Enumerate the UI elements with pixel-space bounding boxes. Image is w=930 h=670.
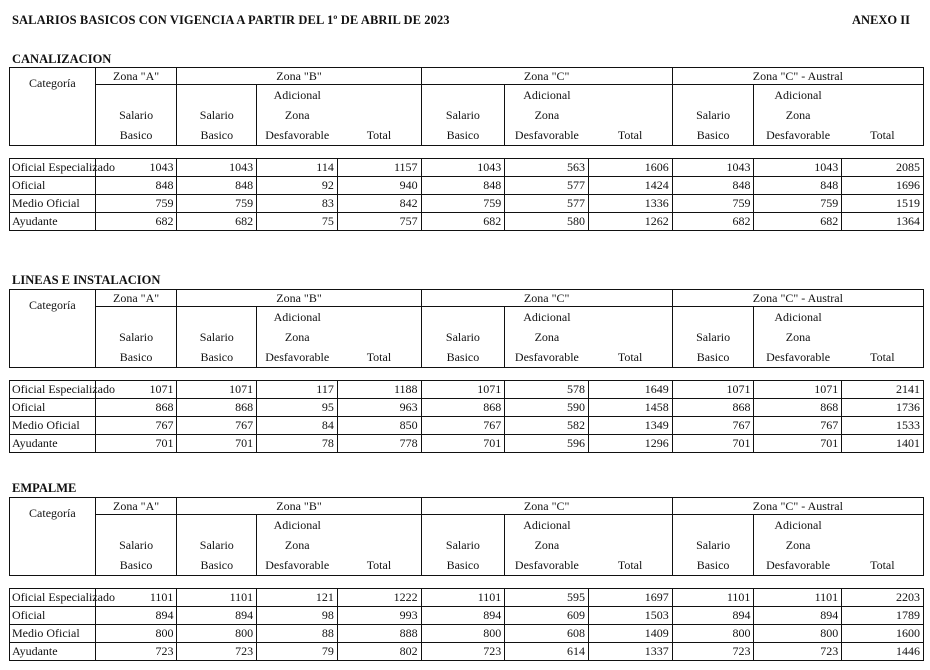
category-header: Categoría	[10, 68, 96, 106]
value-cell: 2141	[842, 381, 924, 399]
value-cell: 848	[672, 177, 754, 195]
adicional-zona-header: Zona	[754, 105, 842, 125]
adicional-zona-header: Adicional	[754, 85, 842, 106]
category-header-blank	[10, 125, 96, 146]
value-cell: 1696	[842, 177, 924, 195]
salario-basico-header: Salario	[672, 105, 754, 125]
value-cell: 701	[672, 435, 754, 453]
value-cell: 868	[177, 399, 257, 417]
value-cell: 868	[421, 399, 505, 417]
subheader-row	[10, 515, 924, 536]
category-header-blank	[10, 327, 96, 347]
total-header	[337, 105, 421, 125]
table-row	[10, 177, 924, 195]
total-header	[337, 327, 421, 347]
salario-basico-header: Basico	[95, 555, 177, 576]
value-cell: 778	[337, 435, 421, 453]
zone-c-header: Zona "C"	[421, 290, 672, 307]
value-cell: 1606	[589, 159, 673, 177]
value-cell: 117	[257, 381, 338, 399]
salario-basico-header	[672, 307, 754, 328]
adicional-zona-header: Desfavorable	[754, 555, 842, 576]
value-cell: 614	[505, 643, 589, 661]
value-cell: 563	[505, 159, 589, 177]
value-cell: 848	[177, 177, 257, 195]
value-cell: 1349	[589, 417, 673, 435]
value-cell: 1043	[754, 159, 842, 177]
salario-basico-header: Salario	[672, 535, 754, 555]
subheader-row	[10, 85, 924, 106]
salario-basico-header: Basico	[177, 125, 257, 146]
total-header: Total	[842, 347, 924, 368]
total-header	[589, 105, 673, 125]
value-cell: 578	[505, 381, 589, 399]
value-cell: 1296	[589, 435, 673, 453]
zone-c-header: Zona "C"	[421, 498, 672, 515]
salario-basico-header: Salario	[95, 105, 177, 125]
total-header	[842, 85, 924, 106]
total-header	[842, 105, 924, 125]
value-cell: 800	[754, 625, 842, 643]
value-cell: 1697	[589, 589, 673, 607]
value-cell: 868	[754, 399, 842, 417]
salario-basico-header: Salario	[95, 327, 177, 347]
table-row	[10, 417, 924, 435]
salario-basico-header	[177, 85, 257, 106]
value-cell: 759	[672, 195, 754, 213]
zone-a-header: Zona "A"	[95, 68, 177, 85]
adicional-zona-header: Desfavorable	[754, 125, 842, 146]
adicional-zona-header: Desfavorable	[505, 555, 589, 576]
salario-basico-header: Basico	[421, 347, 505, 368]
value-cell: 609	[505, 607, 589, 625]
section-title: EMPALME	[12, 481, 77, 495]
category-name: Oficial Especializado	[10, 159, 96, 177]
value-cell: 78	[257, 435, 338, 453]
category-header-blank	[10, 555, 96, 576]
salario-basico-header	[672, 515, 754, 536]
salario-basico-header: Salario	[672, 327, 754, 347]
total-header: Total	[842, 125, 924, 146]
adicional-zona-header: Desfavorable	[754, 347, 842, 368]
adicional-zona-header: Zona	[257, 535, 338, 555]
salario-basico-header	[95, 515, 177, 536]
subheader-row	[10, 105, 924, 125]
total-header	[842, 535, 924, 555]
value-cell: 83	[257, 195, 338, 213]
total-header: Total	[337, 555, 421, 576]
adicional-zona-header: Desfavorable	[257, 125, 338, 146]
value-cell: 1336	[589, 195, 673, 213]
adicional-zona-header: Adicional	[257, 515, 338, 536]
total-header	[842, 307, 924, 328]
salario-basico-header: Basico	[421, 555, 505, 576]
value-cell: 894	[754, 607, 842, 625]
value-cell: 1409	[589, 625, 673, 643]
value-cell: 595	[505, 589, 589, 607]
salario-basico-header	[177, 307, 257, 328]
value-cell: 92	[257, 177, 338, 195]
value-cell: 1071	[95, 381, 177, 399]
subheader-row	[10, 125, 924, 146]
value-cell: 1043	[421, 159, 505, 177]
adicional-zona-header: Adicional	[257, 85, 338, 106]
category-name: Medio Oficial	[10, 195, 96, 213]
subheader-row	[10, 327, 924, 347]
value-cell: 1458	[589, 399, 673, 417]
value-cell: 757	[337, 213, 421, 231]
table-row	[10, 159, 924, 177]
value-cell: 802	[337, 643, 421, 661]
total-header: Total	[337, 347, 421, 368]
value-cell: 767	[754, 417, 842, 435]
total-header	[589, 307, 673, 328]
category-header-blank	[10, 105, 96, 125]
subheader-row	[10, 535, 924, 555]
category-name: Ayudante	[10, 435, 96, 453]
value-cell: 759	[95, 195, 177, 213]
value-cell: 580	[505, 213, 589, 231]
zone-b-header: Zona "B"	[177, 498, 421, 515]
zone-c-austral-header: Zona "C" - Austral	[672, 498, 923, 515]
total-header	[337, 535, 421, 555]
value-cell: 800	[672, 625, 754, 643]
zone-header-row	[10, 498, 924, 515]
adicional-zona-header: Zona	[257, 327, 338, 347]
salario-basico-header	[95, 85, 177, 106]
salario-basico-header: Salario	[95, 535, 177, 555]
value-cell: 1736	[842, 399, 924, 417]
salario-basico-header	[672, 85, 754, 106]
value-cell: 868	[95, 399, 177, 417]
adicional-zona-header: Adicional	[505, 85, 589, 106]
adicional-zona-header: Adicional	[505, 307, 589, 328]
table-row	[10, 435, 924, 453]
adicional-zona-header: Adicional	[257, 307, 338, 328]
value-cell: 1401	[842, 435, 924, 453]
salario-basico-header: Salario	[177, 105, 257, 125]
value-cell: 577	[505, 195, 589, 213]
salario-basico-header: Basico	[672, 125, 754, 146]
value-cell: 800	[421, 625, 505, 643]
value-cell: 848	[754, 177, 842, 195]
category-header-blank	[10, 535, 96, 555]
value-cell: 1337	[589, 643, 673, 661]
adicional-zona-header: Zona	[505, 535, 589, 555]
value-cell: 767	[672, 417, 754, 435]
adicional-zona-header: Desfavorable	[257, 347, 338, 368]
section-title: LINEAS E INSTALACION	[12, 273, 161, 287]
salario-basico-header: Salario	[421, 535, 505, 555]
adicional-zona-header: Zona	[257, 105, 338, 125]
salario-basico-header: Basico	[95, 347, 177, 368]
total-header	[842, 515, 924, 536]
total-header	[589, 515, 673, 536]
value-cell: 723	[754, 643, 842, 661]
salary-table	[9, 497, 924, 661]
total-header	[337, 515, 421, 536]
value-cell: 759	[421, 195, 505, 213]
value-cell: 79	[257, 643, 338, 661]
subheader-row	[10, 555, 924, 576]
salario-basico-header: Salario	[177, 535, 257, 555]
value-cell: 701	[754, 435, 842, 453]
total-header	[337, 307, 421, 328]
value-cell: 84	[257, 417, 338, 435]
salario-basico-header: Basico	[177, 555, 257, 576]
value-cell: 1071	[672, 381, 754, 399]
value-cell: 1043	[672, 159, 754, 177]
table-row	[10, 213, 924, 231]
value-cell: 608	[505, 625, 589, 643]
value-cell: 894	[421, 607, 505, 625]
salary-table	[9, 67, 924, 231]
salario-basico-header: Salario	[421, 327, 505, 347]
value-cell: 682	[672, 213, 754, 231]
value-cell: 1446	[842, 643, 924, 661]
value-cell: 1364	[842, 213, 924, 231]
value-cell: 723	[672, 643, 754, 661]
value-cell: 1222	[337, 589, 421, 607]
total-header: Total	[337, 125, 421, 146]
total-header	[842, 327, 924, 347]
category-name: Oficial	[10, 607, 96, 625]
value-cell: 682	[95, 213, 177, 231]
adicional-zona-header: Adicional	[754, 307, 842, 328]
value-cell: 1188	[337, 381, 421, 399]
value-cell: 75	[257, 213, 338, 231]
total-header: Total	[589, 347, 673, 368]
table-row	[10, 625, 924, 643]
value-cell: 723	[95, 643, 177, 661]
value-cell: 850	[337, 417, 421, 435]
zone-c-austral-header: Zona "C" - Austral	[672, 68, 923, 85]
value-cell: 723	[421, 643, 505, 661]
document-title: SALARIOS BASICOS CON VIGENCIA A PARTIR DEL 1º DE ABRIL DE 2023	[12, 13, 450, 27]
salario-basico-header	[421, 85, 505, 106]
value-cell: 1101	[177, 589, 257, 607]
value-cell: 842	[337, 195, 421, 213]
table-row	[10, 589, 924, 607]
value-cell: 1101	[754, 589, 842, 607]
subheader-row	[10, 347, 924, 368]
value-cell: 767	[95, 417, 177, 435]
table-row	[10, 195, 924, 213]
category-name: Oficial	[10, 399, 96, 417]
table-row	[10, 399, 924, 417]
salario-basico-header	[421, 515, 505, 536]
spacer-row	[10, 146, 924, 159]
salario-basico-header: Basico	[177, 347, 257, 368]
value-cell: 2203	[842, 589, 924, 607]
salario-basico-header	[177, 515, 257, 536]
value-cell: 1789	[842, 607, 924, 625]
salario-basico-header: Basico	[421, 125, 505, 146]
value-cell: 1649	[589, 381, 673, 399]
category-header-blank	[10, 347, 96, 368]
category-name: Ayudante	[10, 213, 96, 231]
value-cell: 894	[672, 607, 754, 625]
value-cell: 1071	[421, 381, 505, 399]
adicional-zona-header: Desfavorable	[257, 555, 338, 576]
section-title: CANALIZACION	[12, 52, 112, 66]
spacer-row	[10, 368, 924, 381]
value-cell: 114	[257, 159, 338, 177]
total-header: Total	[589, 555, 673, 576]
adicional-zona-header: Zona	[505, 327, 589, 347]
value-cell: 88	[257, 625, 338, 643]
category-name: Oficial Especializado	[10, 589, 96, 607]
value-cell: 1043	[177, 159, 257, 177]
value-cell: 2085	[842, 159, 924, 177]
value-cell: 682	[754, 213, 842, 231]
value-cell: 682	[177, 213, 257, 231]
total-header	[589, 535, 673, 555]
subheader-row	[10, 307, 924, 328]
salario-basico-header	[421, 307, 505, 328]
value-cell: 963	[337, 399, 421, 417]
zone-a-header: Zona "A"	[95, 290, 177, 307]
category-header: Categoría	[10, 290, 96, 328]
adicional-zona-header: Desfavorable	[505, 347, 589, 368]
value-cell: 577	[505, 177, 589, 195]
salario-basico-header: Basico	[672, 347, 754, 368]
category-name: Oficial Especializado	[10, 381, 96, 399]
category-name: Ayudante	[10, 643, 96, 661]
value-cell: 868	[672, 399, 754, 417]
annex-label: ANEXO II	[852, 13, 910, 27]
value-cell: 701	[177, 435, 257, 453]
zone-a-header: Zona "A"	[95, 498, 177, 515]
value-cell: 767	[421, 417, 505, 435]
total-header	[589, 85, 673, 106]
value-cell: 848	[421, 177, 505, 195]
value-cell: 682	[421, 213, 505, 231]
value-cell: 1101	[672, 589, 754, 607]
salario-basico-header: Salario	[421, 105, 505, 125]
value-cell: 1071	[177, 381, 257, 399]
value-cell: 1157	[337, 159, 421, 177]
table-row	[10, 643, 924, 661]
category-header: Categoría	[10, 498, 96, 536]
spacer-row	[10, 576, 924, 589]
total-header	[337, 85, 421, 106]
salario-basico-header: Basico	[95, 125, 177, 146]
value-cell: 701	[421, 435, 505, 453]
value-cell: 723	[177, 643, 257, 661]
value-cell: 1600	[842, 625, 924, 643]
value-cell: 1424	[589, 177, 673, 195]
adicional-zona-header: Zona	[754, 535, 842, 555]
salary-table	[9, 289, 924, 453]
zone-b-header: Zona "B"	[177, 68, 421, 85]
value-cell: 1262	[589, 213, 673, 231]
value-cell: 1519	[842, 195, 924, 213]
value-cell: 759	[177, 195, 257, 213]
value-cell: 894	[95, 607, 177, 625]
zone-b-header: Zona "B"	[177, 290, 421, 307]
value-cell: 1101	[95, 589, 177, 607]
value-cell: 590	[505, 399, 589, 417]
zone-header-row	[10, 68, 924, 85]
zone-c-header: Zona "C"	[421, 68, 672, 85]
adicional-zona-header: Zona	[754, 327, 842, 347]
value-cell: 1503	[589, 607, 673, 625]
value-cell: 759	[754, 195, 842, 213]
value-cell: 767	[177, 417, 257, 435]
zone-header-row	[10, 290, 924, 307]
value-cell: 940	[337, 177, 421, 195]
zone-c-austral-header: Zona "C" - Austral	[672, 290, 923, 307]
value-cell: 95	[257, 399, 338, 417]
value-cell: 701	[95, 435, 177, 453]
category-name: Oficial	[10, 177, 96, 195]
table-row	[10, 607, 924, 625]
value-cell: 98	[257, 607, 338, 625]
page-header	[12, 13, 910, 31]
salario-basico-header	[95, 307, 177, 328]
salario-basico-header: Salario	[177, 327, 257, 347]
total-header	[589, 327, 673, 347]
value-cell: 1071	[754, 381, 842, 399]
table-row	[10, 381, 924, 399]
adicional-zona-header: Zona	[505, 105, 589, 125]
adicional-zona-header: Adicional	[754, 515, 842, 536]
value-cell: 894	[177, 607, 257, 625]
total-header: Total	[589, 125, 673, 146]
category-name: Medio Oficial	[10, 625, 96, 643]
adicional-zona-header: Adicional	[505, 515, 589, 536]
value-cell: 800	[95, 625, 177, 643]
value-cell: 993	[337, 607, 421, 625]
value-cell: 1101	[421, 589, 505, 607]
adicional-zona-header: Desfavorable	[505, 125, 589, 146]
value-cell: 582	[505, 417, 589, 435]
value-cell: 1043	[95, 159, 177, 177]
value-cell: 888	[337, 625, 421, 643]
value-cell: 800	[177, 625, 257, 643]
value-cell: 596	[505, 435, 589, 453]
value-cell: 848	[95, 177, 177, 195]
value-cell: 1533	[842, 417, 924, 435]
value-cell: 121	[257, 589, 338, 607]
salario-basico-header: Basico	[672, 555, 754, 576]
total-header: Total	[842, 555, 924, 576]
category-name: Medio Oficial	[10, 417, 96, 435]
